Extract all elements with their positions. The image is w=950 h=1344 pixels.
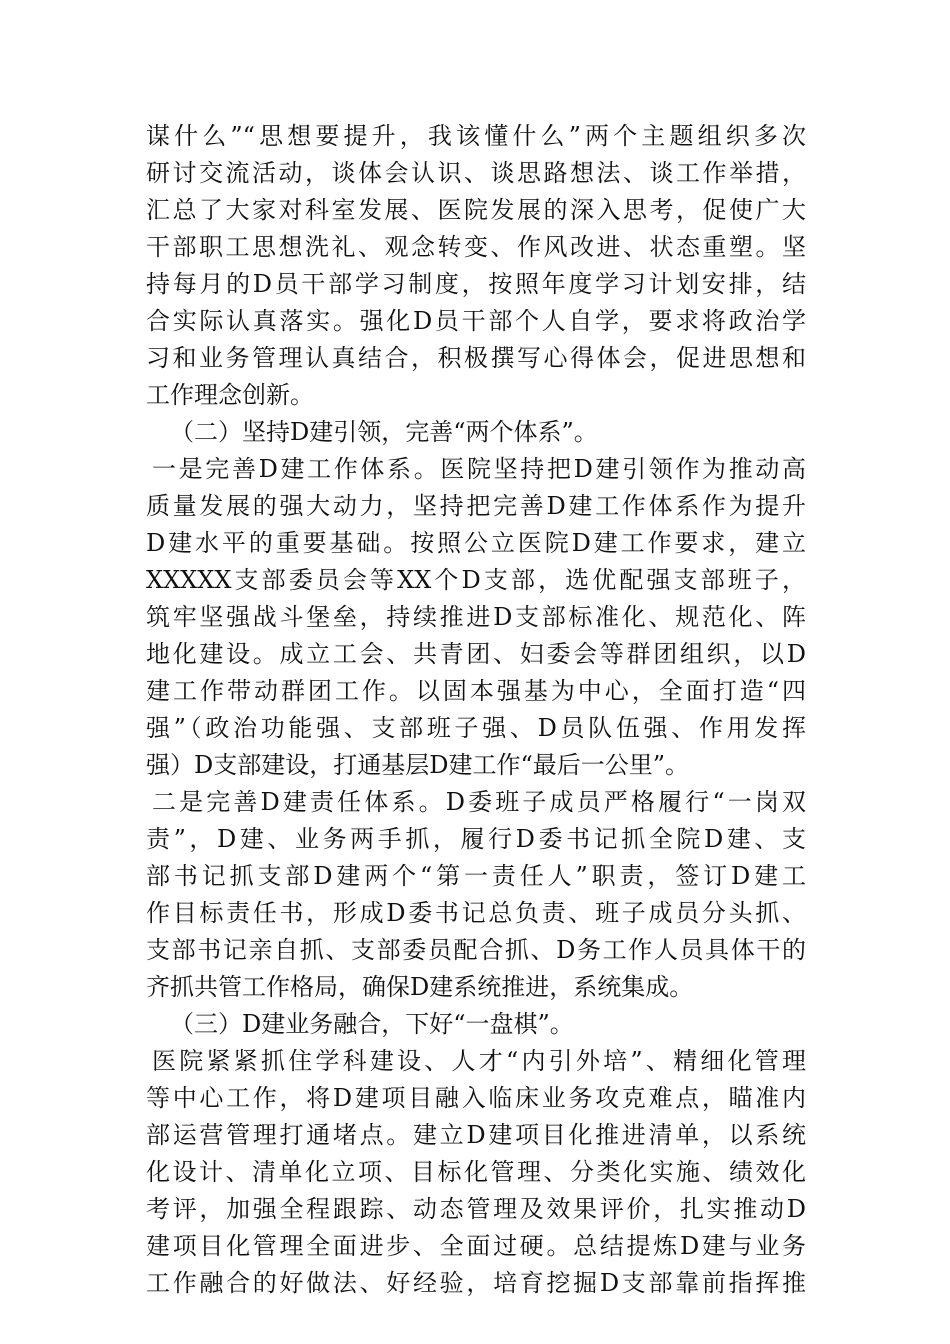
text-line: 强”（政治功能强、支部班子强、D员队伍强、作用发挥 (146, 714, 806, 742)
text-line: 汇总了大家对科室发展、医院发展的深入思考，促使广大 (146, 196, 806, 224)
text-line: D建水平的重要基础。按照公立医院D建工作要求，建立 (146, 529, 806, 557)
text-line: 工作融合的好做法、好经验，培育挖掘D支部靠前指挥推 (146, 1269, 806, 1297)
text-line: 支部书记亲自抓、支部委员配合抓、D务工作人员具体干的 (146, 936, 806, 964)
text-line: 医院紧紧抓住学科建设、人才“内引外培”、精细化管理 (152, 1047, 806, 1075)
text-line: 质量发展的强大动力，坚持把完善D建工作体系作为提升 (146, 492, 806, 520)
text-line: 部运营管理打通堵点。建立D建项目化推进清单，以系统 (146, 1121, 806, 1149)
text-line: 习和业务管理认真结合，积极撰写心得体会，促进思想和 (146, 344, 806, 372)
text-line: 工作理念创新。 (146, 381, 314, 409)
text-line: 谋什么”“思想要提升，我该懂什么”两个主题组织多次 (146, 122, 806, 150)
text-line: 干部职工思想洗礼、观念转变、作风改进、状态重塑。坚 (146, 233, 806, 261)
text-line: 一是完善D建工作体系。医院坚持把D建引领作为推动高 (152, 455, 806, 483)
text-line: 考评，加强全程跟踪、动态管理及效果评价，扎实推动D (146, 1195, 806, 1223)
text-line: 筑牢坚强战斗堡垒，持续推进D支部标准化、规范化、阵 (146, 603, 806, 631)
text-line: 持每月的D员干部学习制度，按照年度学习计划安排，结 (146, 270, 806, 298)
body-text (146, 118, 806, 1302)
text-line: 部书记抓支部D建两个“第一责任人”职责，签订D建工 (146, 862, 806, 890)
text-line: XXXXX支部委员会等XX个D支部，选优配强支部班子， (146, 566, 806, 594)
section-heading: （二）坚持D建引领，完善“两个体系”。 (170, 418, 598, 446)
text-line: 建项目化管理全面进步、全面过硬。总结提炼D建与业务 (146, 1232, 806, 1260)
text-line: 作目标责任书，形成D委书记总负责、班子成员分头抓、 (146, 899, 806, 927)
text-line: 强）D支部建设，打通基层D建工作“最后一公里”。 (146, 751, 690, 779)
text-line: 建工作带动群团工作。以固本强基为中心，全面打造“四 (146, 677, 806, 705)
text-line: 齐抓共管工作格局，确保D建系统推进，系统集成。 (146, 973, 694, 1001)
text-line: 等中心工作，将D建项目融入临床业务攻克难点，瞄准内 (146, 1084, 806, 1112)
text-line: 责”，D建、业务两手抓，履行D委书记抓全院D建、支 (146, 825, 806, 853)
text-line: 研讨交流活动，谈体会认识、谈思路想法、谈工作举措， (146, 159, 806, 187)
text-line: 合实际认真落实。强化D员干部个人自学，要求将政治学 (146, 307, 806, 335)
text-line: 化设计、清单化立项、目标化管理、分类化实施、绩效化 (146, 1158, 806, 1186)
section-heading: （三）D建业务融合，下好“一盘棋”。 (170, 1010, 574, 1038)
text-line: 地化建设。成立工会、共青团、妇委会等群团组织，以D (146, 640, 806, 668)
text-line: 二是完善D建责任体系。D委班子成员严格履行“一岗双 (152, 788, 806, 816)
